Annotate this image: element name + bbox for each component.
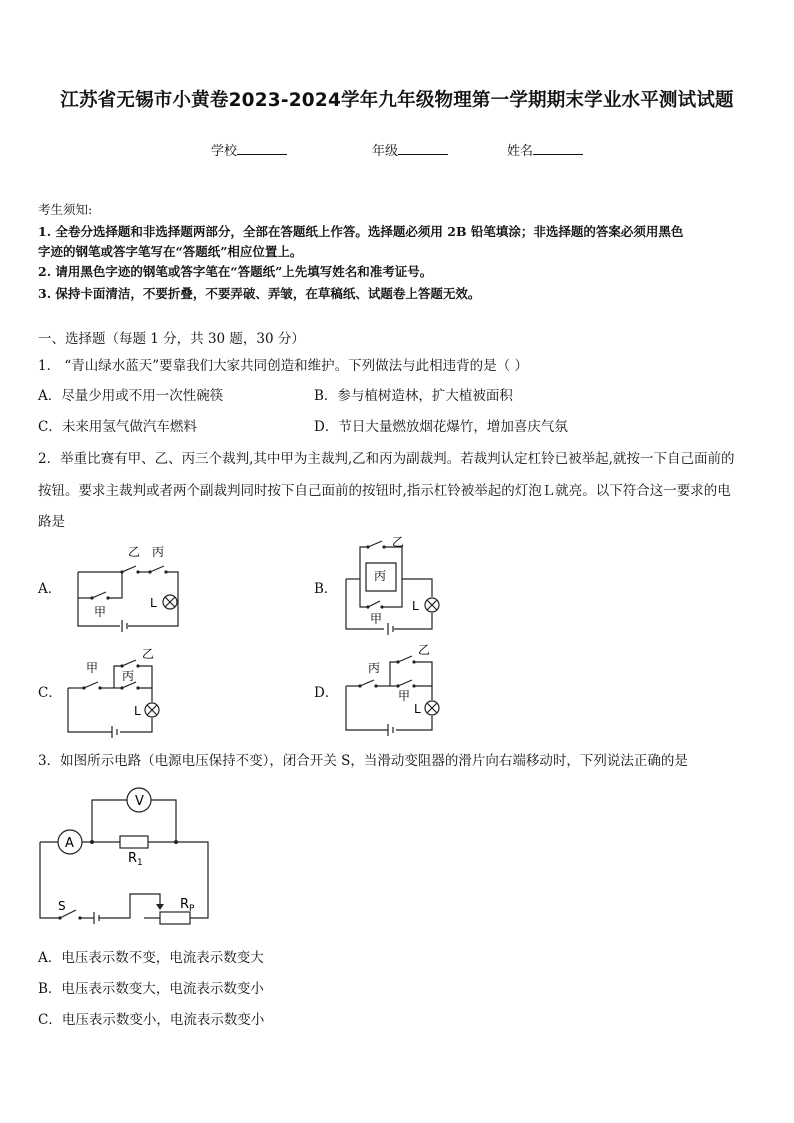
rp-label: $R_P$ xyxy=(180,897,195,914)
school-blank xyxy=(237,142,287,155)
name-field xyxy=(507,140,583,159)
q2-option-b: B． xyxy=(314,581,338,597)
label-yi: 乙 xyxy=(142,648,155,661)
label-bing: 丙 xyxy=(122,669,135,683)
section-heading: 一、选择题（每题 1 分，共 30 题，30 分） xyxy=(38,331,305,347)
label-yi: 乙 xyxy=(418,643,431,657)
r1-label: $R_1$ xyxy=(128,851,143,868)
label-bing: 丙 xyxy=(152,545,165,559)
label-jia: 甲 xyxy=(370,612,383,626)
notice-item-1a-text: 1. 全卷分选择题和非选择题两部分，全部在答题纸上作答。选择题必须用 2B 铅笔填涂；非选择题的答案必须用黑色 xyxy=(38,224,684,239)
school-label: 学校 xyxy=(211,144,238,159)
q1-stem: 1． “青山绿水蓝天”要靠我们大家共同创造和维护。下列做法与此相违背的是（ ） xyxy=(38,358,528,374)
label-lamp: L xyxy=(414,702,421,716)
grade-label: 年级 xyxy=(372,144,399,159)
label-yi: 乙 xyxy=(128,545,141,559)
grade-blank xyxy=(398,142,448,155)
grade-field xyxy=(372,140,448,159)
notice-heading: 考生须知: xyxy=(38,202,93,217)
label-lamp: L xyxy=(150,596,157,610)
q2-line-1: 2．举重比赛有甲、乙、丙三个裁判,其中甲为主裁判,乙和丙为副裁判。若裁判认定杠铃已被举起,就按一下自己面前的 xyxy=(38,451,735,467)
page-title: 江苏省无锡市小黄卷2023-2024学年九年级物理第一学期期末学业水平测试试题 xyxy=(60,90,734,111)
notice-item-1b xyxy=(38,242,302,262)
label-jia: 甲 xyxy=(94,605,107,619)
notice-item-2-text: 2. 请用黑色字迹的钢笔或答字笔在“答题纸”上先填写姓名和准考证号。 xyxy=(38,264,433,279)
q1-option-b: B．参与植树造林，扩大植被面积 xyxy=(314,388,513,404)
name-blank xyxy=(533,142,583,155)
voltmeter-label: V xyxy=(135,794,144,809)
switch-label: S xyxy=(58,899,66,913)
q2-line-2: 按钮。要求主裁判或者两个副裁判同时按下自己面前的按钮时,指示杠铃被举起的灯泡Ｌ就亮。以下符合这一要求的电 xyxy=(38,483,731,499)
notice-item-3 xyxy=(38,284,480,304)
label-jia: 甲 xyxy=(398,689,411,703)
q3-option-c: C．电压表示数变小，电流表示数变小 xyxy=(38,1012,265,1028)
q2-circuit-a xyxy=(66,538,196,638)
q2-option-d: D． xyxy=(314,685,339,701)
q3-stem: 3．如图所示电路（电源电压保持不变），闭合开关 S，当滑动变阻器的滑片向右端移动时，下列说法正确的是 xyxy=(38,753,688,769)
q3-option-a: A．电压表示数不变，电流表示数变大 xyxy=(38,950,264,966)
q2-line-3: 路是 xyxy=(38,514,65,530)
label-jia: 甲 xyxy=(86,661,99,675)
q2-option-c: C． xyxy=(38,685,62,701)
name-label: 姓名 xyxy=(507,144,534,159)
q2-circuit-c xyxy=(66,648,176,738)
q1-option-a: A．尽量少用或不用一次性碗筷 xyxy=(38,388,224,404)
label-yi: 乙 xyxy=(392,535,405,549)
q2-option-a: A． xyxy=(38,581,62,597)
label-lamp: L xyxy=(134,704,141,718)
school-field xyxy=(211,140,287,159)
q2-circuit-b xyxy=(340,533,450,641)
notice-item-1a xyxy=(38,222,683,242)
label-lamp: L xyxy=(412,599,419,613)
q3-option-b: B．电压表示数变大，电流表示数变小 xyxy=(38,981,264,997)
notice-item-3-text: 3. 保持卡面清洁，不要折叠，不要弄破、弄皱，在草稿纸、试题卷上答题无效。 xyxy=(38,286,481,301)
notice-item-1b-text: 字迹的钢笔或答字笔写在“答题纸”相应位置上。 xyxy=(38,244,303,259)
label-bing: 丙 xyxy=(368,661,381,675)
q3-circuit xyxy=(36,782,216,928)
q2-circuit-d xyxy=(344,642,454,738)
ammeter-label: A xyxy=(65,836,74,851)
notice-item-2 xyxy=(38,262,432,282)
q1-option-c: C．未来用氢气做汽车燃料 xyxy=(38,419,197,435)
label-bing: 丙 xyxy=(374,569,387,583)
q1-option-d: D．节日大量燃放烟花爆竹，增加喜庆气氛 xyxy=(314,419,568,435)
